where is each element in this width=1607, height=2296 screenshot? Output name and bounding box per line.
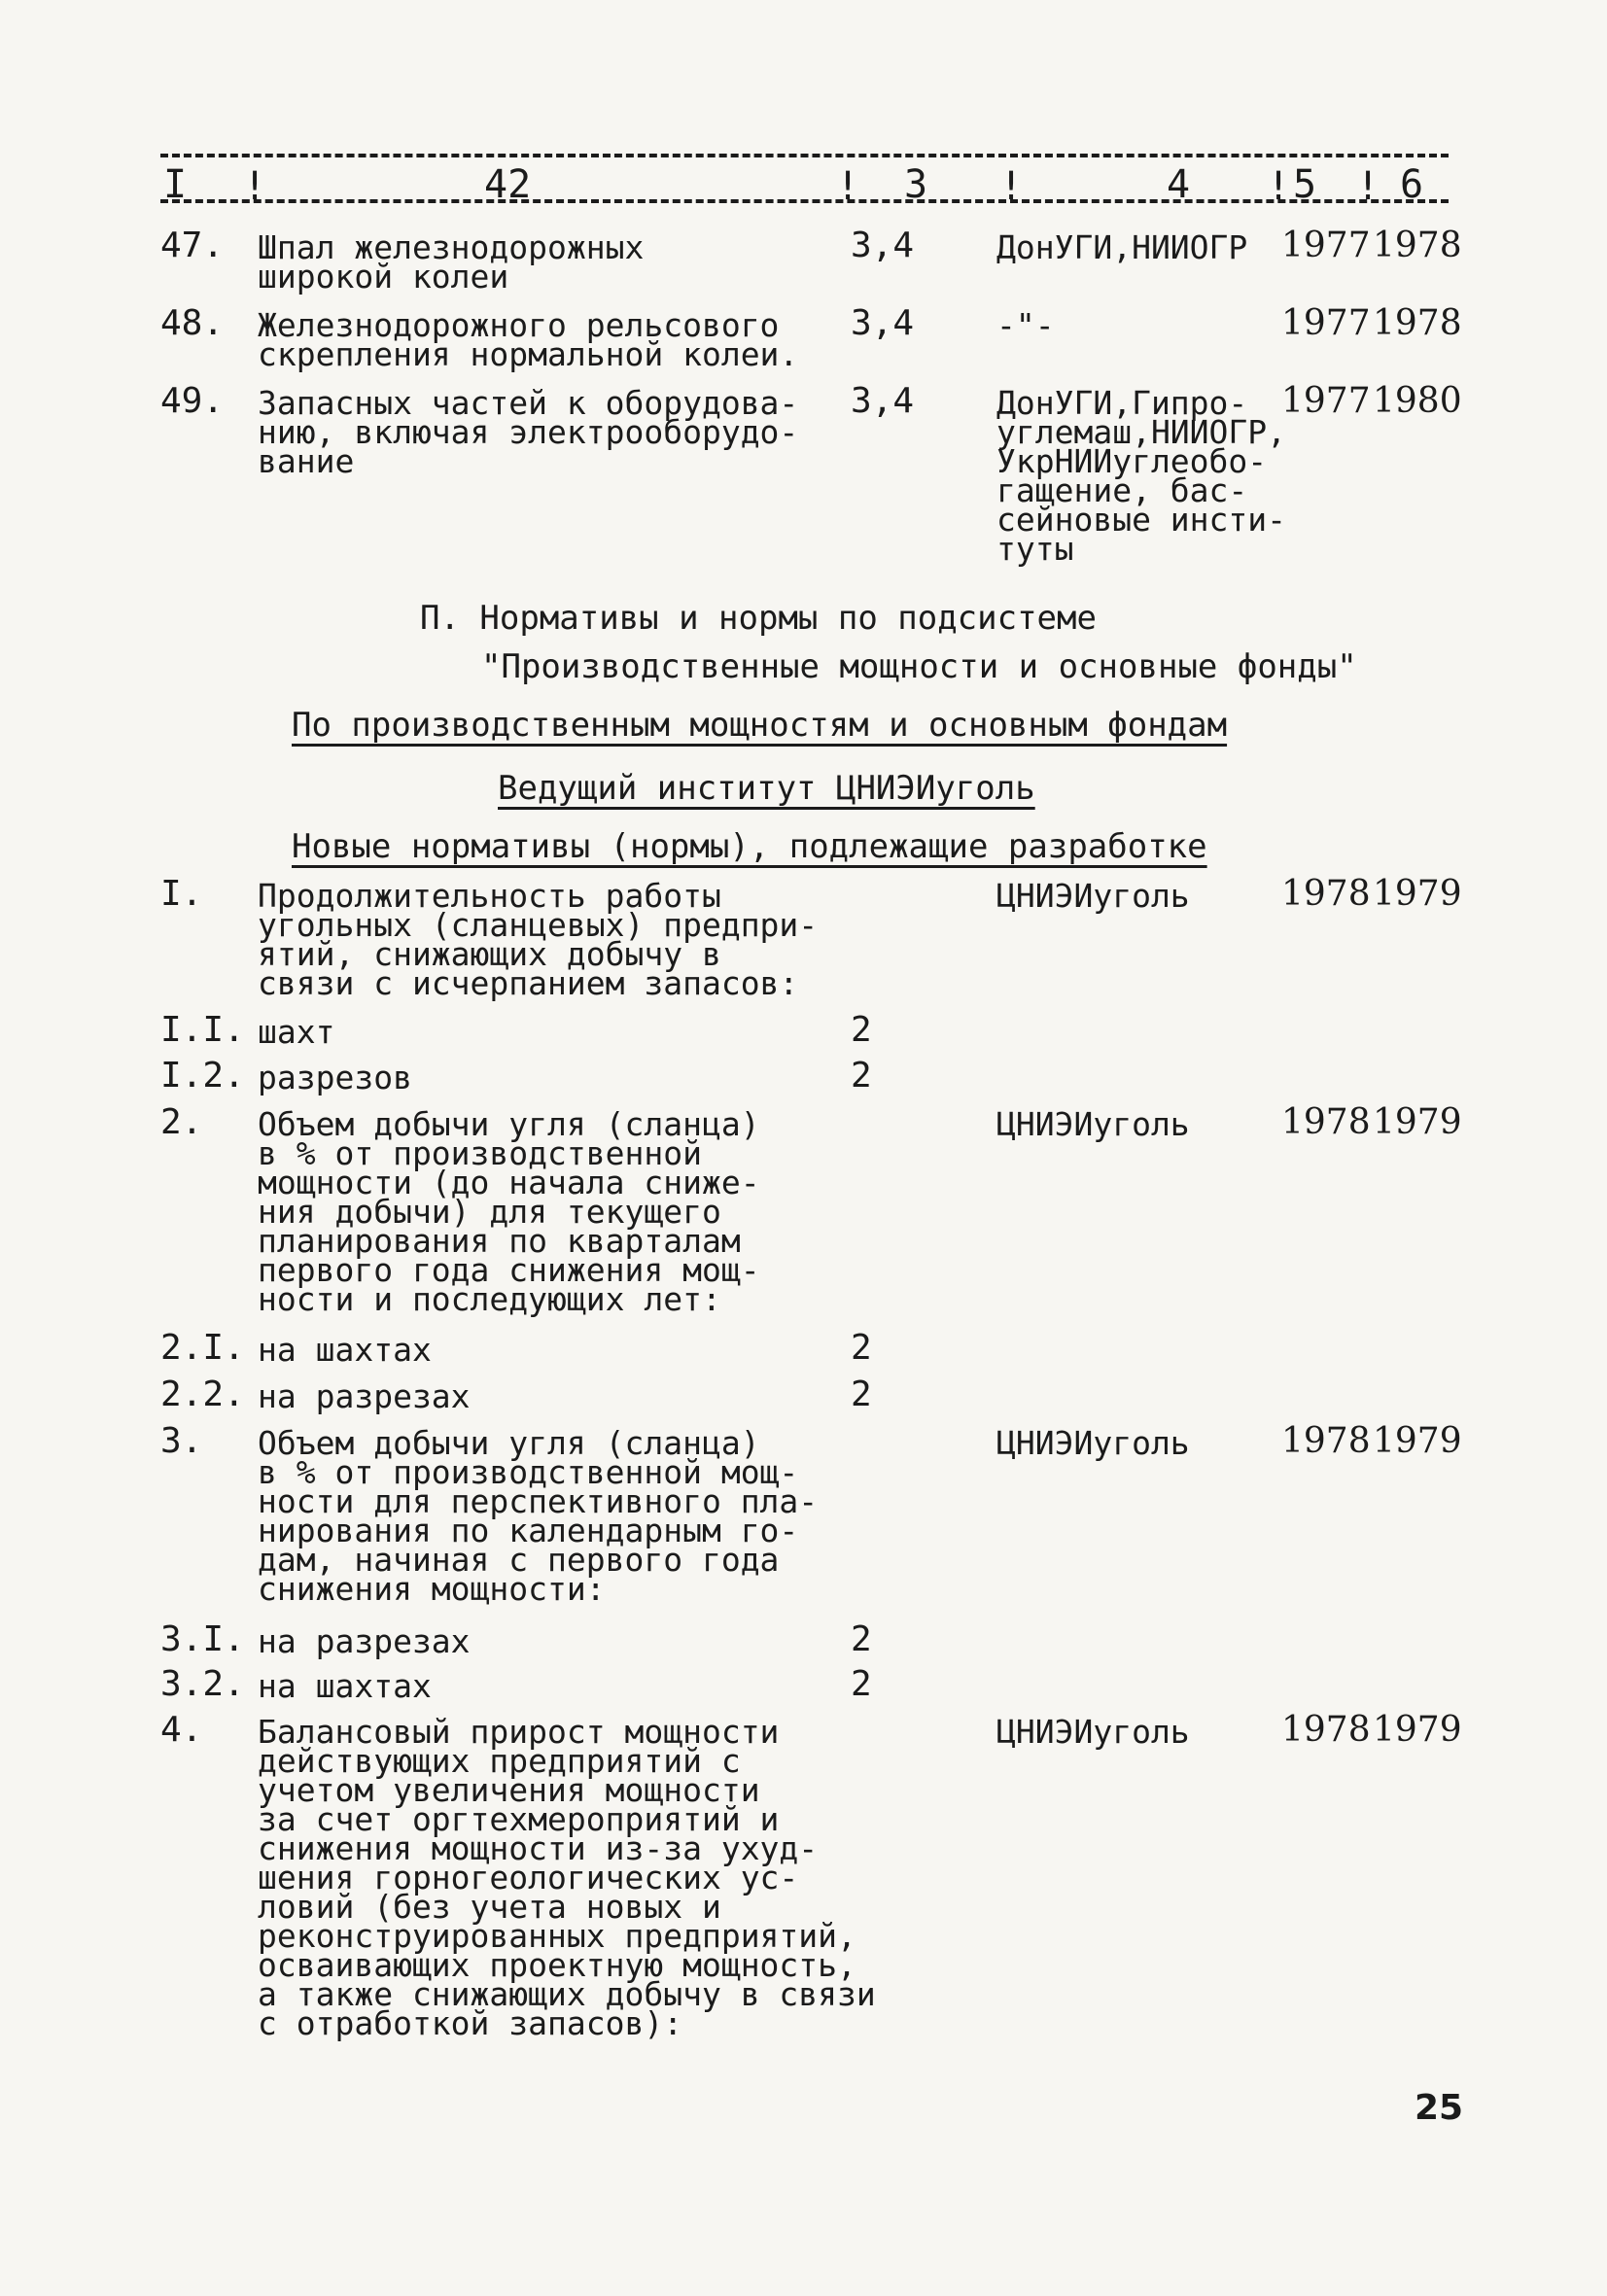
row-number: I.2. bbox=[160, 1056, 245, 1096]
row-text-line: Продолжительность работы bbox=[258, 877, 721, 915]
row-text-line: ния добычи) для текущего bbox=[258, 1193, 721, 1231]
row-year-end: 1978 bbox=[1373, 303, 1462, 343]
row-text-line: вание bbox=[258, 442, 355, 480]
header-separator: ! bbox=[836, 164, 860, 209]
row-col3: 2 bbox=[851, 1010, 872, 1050]
row-year-start: 1977 bbox=[1281, 226, 1371, 265]
row-text-line: Железнодорожного рельсового bbox=[258, 306, 780, 344]
row-text-line: Объем добычи угля (сланца) bbox=[258, 1424, 760, 1462]
section-title-line1: П. Нормативы и нормы по подсистеме bbox=[420, 599, 1097, 638]
row-text-line: снижения мощности из-за ухуд- bbox=[258, 1829, 819, 1867]
row-year-end: 1978 bbox=[1373, 226, 1462, 265]
row-col4: углемаш,НИИОГР, bbox=[996, 413, 1287, 451]
row-text-line: ности для перспективного пла- bbox=[258, 1482, 819, 1520]
row-col3: 3,4 bbox=[851, 226, 915, 265]
row-col3: 2 bbox=[851, 1664, 872, 1704]
row-text-line: в % от производственной мощ- bbox=[258, 1453, 799, 1491]
row-number: I.I. bbox=[160, 1010, 245, 1050]
row-text-line: шахт bbox=[258, 1013, 335, 1051]
header-col6: 6 bbox=[1400, 162, 1424, 207]
header-bottom-rule bbox=[160, 199, 1449, 203]
header-col4: 4 bbox=[1167, 162, 1191, 207]
header-separator: ! bbox=[999, 164, 1024, 209]
row-number: 3.I. bbox=[160, 1619, 245, 1659]
row-number: 3.2. bbox=[160, 1664, 245, 1704]
row-number: 2.I. bbox=[160, 1328, 245, 1368]
row-col4: туты bbox=[996, 530, 1074, 568]
row-col3: 2 bbox=[851, 1328, 872, 1368]
row-text-line: ности и последующих лет: bbox=[258, 1280, 721, 1318]
row-col3: 2 bbox=[851, 1056, 872, 1096]
header-separator: ! bbox=[1267, 164, 1291, 209]
row-text-line: на разрезах bbox=[258, 1377, 471, 1415]
row-number: 4. bbox=[160, 1710, 203, 1750]
header-col1: I bbox=[163, 162, 188, 207]
row-text-line: связи с исчерпанием запасов: bbox=[258, 964, 799, 1002]
row-text-line: нирования по календарным го- bbox=[258, 1512, 799, 1549]
row-year-end: 1979 bbox=[1373, 1102, 1462, 1142]
row-number: 49. bbox=[160, 381, 225, 421]
row-number: I. bbox=[160, 874, 203, 914]
row-text-line: дам, начиная с первого года bbox=[258, 1541, 780, 1579]
row-col4: гащение, бас- bbox=[996, 471, 1248, 509]
row-text-line: на шахтах bbox=[258, 1667, 432, 1705]
row-col4: ЦНИЭИуголь bbox=[996, 1424, 1190, 1462]
header-col2: 42 bbox=[484, 162, 532, 207]
row-text-line: ловий (без учета новых и bbox=[258, 1888, 721, 1926]
row-text-line: с отработкой запасов): bbox=[258, 2004, 683, 2042]
row-text-line: первого года снижения мощ- bbox=[258, 1251, 760, 1289]
row-col4: ЦНИЭИуголь bbox=[996, 877, 1190, 915]
header-col3: 3 bbox=[904, 162, 928, 207]
row-year-start: 1978 bbox=[1281, 1102, 1371, 1142]
row-text-line: мощности (до начала сниже- bbox=[258, 1164, 760, 1201]
row-text-line: реконструированных предприятий, bbox=[258, 1917, 856, 1955]
row-col3: 2 bbox=[851, 1619, 872, 1659]
row-text-line: действующих предприятий с bbox=[258, 1742, 741, 1780]
row-col4: ДонУГИ,Гипро- bbox=[996, 384, 1248, 422]
row-text-line: Объем добычи угля (сланца) bbox=[258, 1105, 760, 1143]
header-top-rule bbox=[160, 154, 1449, 157]
row-text-line: на разрезах bbox=[258, 1622, 471, 1660]
section-subtitle-1: По производственным мощностям и основным фондам bbox=[292, 706, 1228, 745]
row-col4: УкрНИИуглеобо- bbox=[996, 442, 1268, 480]
row-year-start: 1977 bbox=[1281, 303, 1371, 343]
header-col5: 5 bbox=[1293, 162, 1317, 207]
row-text-line: на шахтах bbox=[258, 1331, 432, 1369]
row-text-line: разрезов bbox=[258, 1059, 412, 1096]
row-col3: 3,4 bbox=[851, 381, 915, 421]
row-text-line: осваивающих проектную мощность, bbox=[258, 1946, 856, 1984]
row-text-line: Запасных частей к оборудова- bbox=[258, 384, 799, 422]
header-separator: ! bbox=[243, 164, 267, 209]
row-year-end: 1979 bbox=[1373, 1421, 1462, 1461]
row-col3: 2 bbox=[851, 1374, 872, 1414]
section-title-line2: "Производственные мощности и основные фонды" bbox=[481, 647, 1357, 686]
section-subtitle-3: Новые нормативы (нормы), подлежащие разработке bbox=[292, 827, 1207, 866]
row-text-line: снижения мощности: bbox=[258, 1570, 606, 1608]
header-separator: ! bbox=[1356, 164, 1380, 209]
row-text-line: за счет оргтехмероприятий и bbox=[258, 1800, 780, 1838]
row-text-line: а также снижающих добычу в связи bbox=[258, 1975, 876, 2013]
row-year-start: 1978 bbox=[1281, 1421, 1371, 1461]
row-text-line: широкой колеи bbox=[258, 258, 509, 296]
row-text-line: учетом увеличения мощности bbox=[258, 1771, 760, 1809]
row-year-start: 1977 bbox=[1281, 381, 1371, 421]
row-year-end: 1980 bbox=[1373, 381, 1462, 421]
row-text-line: Шпал железнодорожных bbox=[258, 228, 645, 266]
row-text-line: планирования по кварталам bbox=[258, 1222, 741, 1260]
row-col4: -"- bbox=[996, 306, 1055, 344]
row-col4: сейновые инсти- bbox=[996, 501, 1287, 539]
row-number: 48. bbox=[160, 303, 225, 343]
row-year-end: 1979 bbox=[1373, 1710, 1462, 1750]
row-year-start: 1978 bbox=[1281, 874, 1371, 914]
section-subtitle-2: Ведущий институт ЦНИЭИуголь bbox=[498, 769, 1035, 808]
row-col3: 3,4 bbox=[851, 303, 915, 343]
row-number: 2. bbox=[160, 1102, 203, 1142]
row-col4: ДонУГИ,НИИОГР bbox=[996, 228, 1248, 266]
row-number: 3. bbox=[160, 1421, 203, 1461]
row-year-end: 1979 bbox=[1373, 874, 1462, 914]
row-text-line: угольных (сланцевых) предпри- bbox=[258, 906, 819, 944]
row-text-line: в % от производственной bbox=[258, 1134, 702, 1172]
row-text-line: нию, включая электрооборудо- bbox=[258, 413, 799, 451]
row-number: 47. bbox=[160, 226, 225, 265]
row-number: 2.2. bbox=[160, 1374, 245, 1414]
row-text-line: шения горногеологических ус- bbox=[258, 1859, 799, 1896]
row-col4: ЦНИЭИуголь bbox=[996, 1713, 1190, 1751]
row-col4: ЦНИЭИуголь bbox=[996, 1105, 1190, 1143]
page-number: 25 bbox=[1415, 2088, 1464, 2128]
row-year-start: 1978 bbox=[1281, 1710, 1371, 1750]
row-text-line: ятий, снижающих добычу в bbox=[258, 935, 721, 973]
row-text-line: Балансовый прирост мощности bbox=[258, 1713, 780, 1751]
row-text-line: скрепления нормальной колеи. bbox=[258, 335, 799, 373]
